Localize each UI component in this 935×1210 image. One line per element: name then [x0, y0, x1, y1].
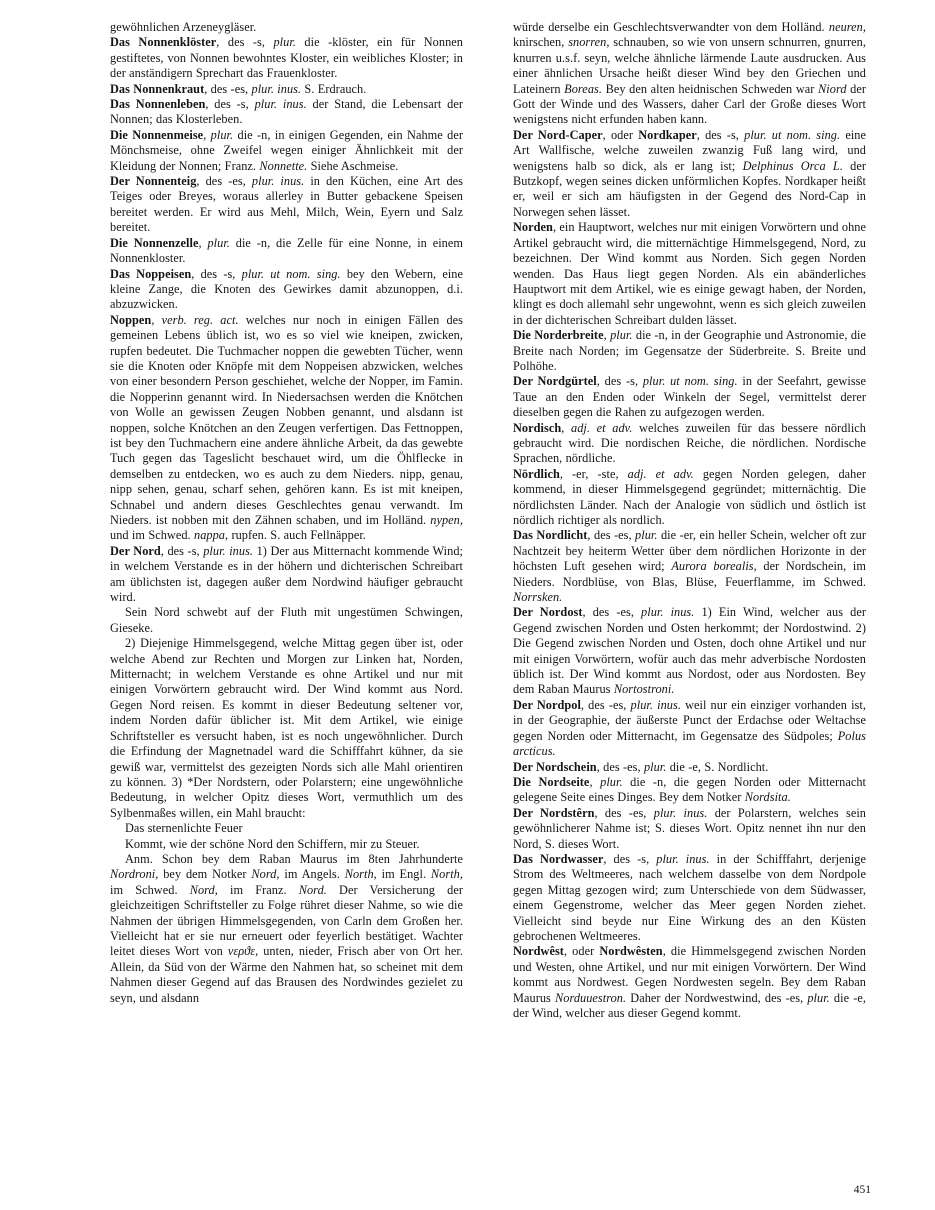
- text-segment: plur.: [610, 328, 633, 343]
- text-segment: knirschen,: [513, 35, 569, 50]
- dictionary-entry: [513, 944, 866, 1021]
- text-segment: die -n, die Zelle für eine Nonne, in einem Nonnenkloster.: [110, 235, 463, 266]
- text-segment: plur. ut nom. sing.: [642, 374, 738, 389]
- entry-headword: Nordwêsten: [599, 944, 663, 959]
- entry-headword: Der Nordstêrn: [513, 805, 595, 820]
- text-segment: neuren,: [828, 20, 866, 34]
- entry-headword: Der Nonnenteig: [110, 174, 197, 189]
- entry-headword: Nordkaper: [638, 127, 697, 142]
- text-segment: gegen Norden gelegen, daher kommend, in dieser Himmelsgegend gegründet; mitternächtig. Die nördlichsten Länder. Nach der Analogie von südlich und östlich ist nördlich richtiger als nordlich.: [513, 466, 867, 527]
- text-segment: ,: [561, 420, 572, 435]
- text-segment: , des -es,: [582, 605, 642, 620]
- text-segment: ,: [603, 328, 611, 343]
- text-segment: ,: [589, 774, 601, 789]
- dictionary-entry: [110, 97, 463, 128]
- text-segment: weil nur ein einziger vorhanden ist, in der Geographie, der äußerste Punct der Erdachse oder Weltachse gegen Norden oder Mitternacht, im Gegensatze des Südpoles;: [513, 697, 866, 743]
- text-segment: , ein Hauptwort, welches nur mit einigen Vorwörtern und ohne Artikel gebraucht wird, die mitternächtige Himmelsgegend, Nord, zu bezeichnen. Der Wind kommt aus Norden. Sich gegen Norden wenden. Das Haus liegt gegen Norden. Als ein abänderliches Hauptwort mit dem Artikel, wie es einige gewagt haben, der Norden, klingt es doch allemahl sehr ungewohnt, wenn es sich gleich zuweilen in der dichterischen Schreibart dulden lässet.: [513, 220, 866, 327]
- entry-headword: Das Noppeisen: [110, 266, 192, 281]
- dictionary-entry: [110, 236, 463, 267]
- paragraph: [110, 837, 463, 852]
- dictionary-entry: [513, 852, 866, 944]
- text-segment: in der Seefahrt, gewisse Taue an den Enden oder Winkeln der Segel, vermittelst derer dieselben gegen die Rahen zu aufgezogen werden.: [513, 374, 866, 420]
- dictionary-entry: [513, 775, 866, 806]
- dictionary-entry: [513, 806, 866, 852]
- text-segment: der Gott der Winde und des Wassers, daher Carl der Große dieses Wort wenigstens nicht erfunden haben kann.: [513, 81, 866, 127]
- text-segment: Nonnette.: [259, 158, 308, 173]
- text-segment: plur.: [807, 990, 830, 1005]
- text-segment: Das sternenlichte Feuer: [125, 821, 243, 836]
- text-segment: plur. inus.: [254, 97, 307, 112]
- text-segment: plur. inus.: [630, 697, 681, 712]
- text-segment: , des -s,: [696, 127, 745, 142]
- text-segment: ,: [203, 127, 211, 142]
- text-segment: plur. ut nom. sing.: [241, 266, 341, 281]
- text-segment: , des -es,: [196, 174, 252, 189]
- entry-headword: Die Nonnenzelle: [110, 235, 199, 250]
- paragraph: [110, 605, 463, 636]
- text-segment: die -n, in einigen Gegenden, ein Nahme der Mönchsmeise, ohne Zweifel wegen einiger Ähnlichkeit mit der Kleidung der Nonnen; Franz.: [110, 127, 463, 173]
- text-segment: adj. et adv.: [571, 420, 633, 435]
- text-segment: nypen,: [430, 513, 463, 527]
- text-segment: ,: [198, 235, 208, 250]
- text-segment: , des -es,: [587, 528, 636, 543]
- text-column-left: [110, 20, 463, 1021]
- text-segment: im Angels.: [279, 867, 345, 882]
- text-segment: plur. inus.: [656, 851, 710, 866]
- text-segment: rupfen. S. auch Fellnäpper.: [228, 528, 366, 543]
- text-segment: im Engl.: [376, 867, 431, 882]
- text-segment: schnauben, so wie von unsern schnurren, gnurren, knurren u.s.f. seyn, welche ähnliche lärmende Laute ausdrucken. Aus einer ähnlichen Ursache heißt dieser Wind bey den Griechen und Lateinern: [513, 35, 866, 96]
- text-segment: Der Versicherung der gleichzeitigen Schriftsteller zu Folge rühret dieser Nahme, so wie die Nahmen der übrigen Himmelsgegenden, von Carln dem Großen her. Vielleicht hat er sie nur erneuert oder feyerlich bestätiget. Wachter leitet dieses Wort von: [110, 882, 463, 959]
- text-segment: bey dem Notker: [158, 867, 252, 882]
- text-columns: [110, 20, 866, 1021]
- entry-headword: Noppen: [110, 312, 152, 327]
- text-segment: in den Küchen, eine Art des Teiges oder Breyes, woraus allerley in Butter gebackene Speisen bereitet werden. Er wird aus Mehl, Milch, Wein, Eyern und Salz bereitet.: [110, 174, 463, 235]
- dictionary-entry: [110, 174, 463, 236]
- text-segment: die -n, in der Geographie und Astronomie, die Breite nach Norden; im Gegensatze der Süderbreite. S. Breite und Polhöhe.: [513, 328, 867, 373]
- text-segment: , des -es,: [594, 805, 654, 820]
- text-segment: , die Himmelsgegend zwischen Norden und Westen, ohne Artikel, und nur mit einigen Vorwörtern. Der Wind kommt aus Nordwest. Gegen Nordwesten segeln. Bey dem Raban Maurus: [513, 944, 866, 1005]
- page-number: 451: [853, 1184, 871, 1196]
- dictionary-entry: [513, 374, 866, 420]
- paragraph: [110, 821, 463, 836]
- text-segment: Anm. Schon bey dem Raban Maurus im 8ten Jahrhunderte: [125, 851, 463, 866]
- text-segment: Siehe Aschmeise.: [307, 158, 399, 173]
- text-segment: Niord: [818, 81, 847, 96]
- entry-headword: Der Nordschein: [513, 759, 597, 774]
- text-segment: plur.: [635, 528, 658, 543]
- dictionary-entry: [513, 605, 866, 697]
- text-segment: Polus arcticus.: [513, 728, 866, 759]
- text-segment: Nordsita.: [744, 790, 791, 805]
- text-segment: plur. inus.: [251, 174, 305, 189]
- entry-headword: Nordwêst: [513, 944, 564, 959]
- text-segment: , des -s,: [191, 266, 242, 281]
- text-segment: Boreas.: [564, 81, 602, 96]
- text-segment: S. Erdrauch.: [301, 81, 367, 96]
- text-segment: im Schwed.: [110, 882, 190, 897]
- entry-headword: Die Nordseite: [513, 774, 590, 789]
- dictionary-entry: [513, 128, 866, 220]
- dictionary-entry: [513, 421, 866, 467]
- text-segment: würde derselbe ein Geschlechtsverwandter von dem Holländ.: [513, 20, 829, 34]
- text-segment: plur.: [643, 759, 667, 774]
- text-segment: , des -s,: [160, 543, 204, 558]
- text-segment: 1) Ein Wind, welcher aus der Gegend zwischen Norden und Osten herkommt; der Nordostwind. 2) Die Gegend zwischen Norden und Osten, doch ohne Artikel und nur mit einigen Vorwörtern, wofür auch das mehr adverbische Nordosten üblich ist. Der Wind kommt aus Nordost, oder aus Nordosten. Bey dem Raban Maurus: [513, 605, 866, 697]
- entry-headword: Die Norderbreite: [513, 328, 604, 343]
- text-segment: gewöhnlichen Arzeneygläser.: [110, 20, 257, 34]
- text-segment: Sein Nord schwebt auf der Fluth mit ungestümen Schwingen, Gieseke.: [110, 605, 463, 635]
- text-segment: ,: [151, 312, 162, 327]
- text-segment: eine Art Wallfische, welche zuweilen zwanzig Fuß lang wird, und wenigstens halb so dick, als er lang ist;: [513, 127, 867, 173]
- dictionary-entry: [513, 467, 866, 529]
- text-segment: welches zuweilen für das bessere nördlich gebraucht wird. Die nordischen Reiche, die nördlichen. Nordische Sprachen, nördliche.: [513, 420, 866, 466]
- entry-headword: Nordisch: [513, 420, 562, 435]
- text-segment: , des -es,: [204, 81, 252, 96]
- text-segment: Nord,: [189, 882, 218, 897]
- text-segment: adj. et adv.: [627, 466, 694, 481]
- text-segment: plur.: [210, 127, 234, 142]
- text-segment: der Stand, die Lebensart der Nonnen; das Klosterleben.: [110, 97, 463, 127]
- paragraph: [513, 20, 866, 128]
- dictionary-entry: [513, 698, 866, 760]
- text-segment: plur.: [600, 774, 623, 789]
- entry-headword: Das Nonnenkraut: [110, 81, 205, 96]
- entry-headword: Das Nordwasser: [513, 851, 604, 866]
- text-segment: , -er, -ste,: [559, 466, 628, 481]
- text-segment: , des -s,: [596, 374, 643, 389]
- text-segment: Nortostroni.: [613, 682, 675, 697]
- entry-headword: Nördlich: [513, 466, 560, 481]
- text-segment: , des -s,: [216, 35, 274, 50]
- text-segment: die -er, ein heller Schein, welcher oft zur Nachtzeit bey heiterm Wetter über dem nördlichen Horizonte in der höchsten Luft gesehen wird;: [513, 528, 866, 574]
- dictionary-entry: [110, 544, 463, 606]
- text-segment: welches nur noch in einigen Fällen des gemeinen Lebens üblich ist, wo es so viel wie kneipen, zwicken, rupfen bedeutet. Die Tuchmacher noppen die gewebten Tücher, wenn sie die Knoten oder Knöpfe mit dem Noppeisen abzwicken, welches von einer besondern Person geschiehet, welche der Nopper, im Famin. die Nopperinn genannt wird. In Niedersachsen werden die Knötchen von Wolle an gewissen Zeugen Nobben genannt, und alsdann ist noppen, solche Knötchen an den Zeugen verfertigen. Das Fettnoppen, ist bey den Tuchmachern eine andere ähnliche Arbeit, da das gewebte Tuch gegen das Tageslicht beschauet wird, um die Öhlflecke in demselben zu entdecken, wo es auch zu dem Nieders. nipp, genau, nipp sehen, genau, scharf sehen, gehören kann. Es ist mit kneipen, Schnabel und andern dieses Geschlechtes genau verwandt. Im Nieders. ist nobben mit den Zähnen schaben, und im Holländ.: [110, 312, 463, 527]
- entry-headword: Das Nonnenleben: [110, 97, 206, 112]
- text-segment: Norduuestron.: [555, 990, 627, 1005]
- text-segment: bey den Webern, eine kleine Zange, die Knoten des Gewirkes damit abzunoppen, d.i. abzuzwicken.: [110, 266, 464, 312]
- entry-headword: Norden: [513, 220, 553, 235]
- dictionary-entry: [513, 760, 866, 775]
- text-column-right: [513, 20, 866, 1021]
- text-segment: plur. inus.: [251, 81, 302, 96]
- text-segment: Bey den alten heidnischen Schweden war: [601, 81, 819, 96]
- text-segment: , des -es,: [596, 759, 644, 774]
- text-segment: der Butzkopf, wegen seines dicken unförmlichen Kopfes. Nordkaper heißt er, weil er sich am häufigsten in der Gegend des Nord-Cap in Norwegen sehen lässet.: [513, 158, 866, 219]
- dictionary-entry: [110, 35, 463, 81]
- text-segment: Delphinus Orca L.: [742, 158, 843, 173]
- text-segment: Nord.: [298, 882, 327, 897]
- text-segment: , des -s,: [603, 851, 657, 866]
- text-segment: 1) Der aus Mitternacht kommende Wind; in welchem Verstande es in der höhern und dichterischen Schreibart am üblichsten ist, dagegen außer dem Nordwind häufiger gebraucht wird.: [110, 543, 463, 605]
- dictionary-entry: [513, 220, 866, 328]
- text-segment: der Polarstern, welches sein gewöhnlicherer Nahme ist; S. dieses Wort. Opitz nennet ihn nur den Nord, S. dieses Wort.: [513, 805, 866, 851]
- text-segment: und im Schwed.: [110, 528, 195, 543]
- text-segment: 2) Diejenige Himmelsgegend, welche Mittag gegen über ist, oder welche Abend zur Rechten und Morgen zur Linken hat, Norden, Mitternacht; in welchem Verstande es ohne Artikel und nur mit einigen Vorwörtern gebraucht wird. Der Wind kommt aus Nord. Gegen Nord reisen. Es kommt in dieser Bedeutung seltener vor, indem Norden dafür üblicher ist. Mit dem Artikel, wie einige Schriftsteller es versucht haben, ist es noch ungewöhnlicher. Durch die Erfindung der Magnetnadel ward die Schifffahrt kühner, da sie gewiß war, vermittelst des gezeigten Nords sich alle Mahl orientiren zu können. 3) *Der Nordstern, oder Polarstern; eine ungewöhnliche Bedeutung, in welcher Opitz dieses Wort, vermuthlich um des Sylbenmaßes willen, ein Mahl braucht:: [110, 636, 463, 820]
- text-segment: North,: [344, 867, 377, 882]
- text-segment: Kommt, wie der schöne Nord den Schiffern, mir zu Steuer.: [125, 836, 420, 851]
- text-segment: die -n, die gegen Norden oder Mitternacht gelegene Seite eines Dinges. Bey dem Notker: [513, 774, 867, 805]
- entry-headword: Der Nordgürtel: [513, 374, 597, 389]
- text-segment: plur. inus.: [653, 805, 708, 820]
- text-segment: nappa,: [194, 528, 229, 543]
- text-segment: plur. inus.: [641, 605, 695, 620]
- text-segment: verb. reg. act.: [161, 312, 239, 327]
- entry-headword: Die Nonnenmeise: [110, 127, 204, 142]
- entry-headword: Der Nord-Caper: [513, 127, 603, 142]
- dictionary-entry: [513, 528, 866, 605]
- text-segment: Nordroni,: [110, 867, 159, 882]
- entry-headword: Der Nord: [110, 543, 161, 558]
- text-segment: Nord,: [251, 867, 280, 882]
- entry-headword: Der Nordpol: [513, 697, 581, 712]
- text-segment: snorren,: [568, 35, 610, 50]
- text-segment: der Nordschein, im Nieders. Nordblüse, von Blas, Blüse, Feuerflamme, im Schwed.: [513, 559, 866, 589]
- text-segment: North,: [430, 867, 463, 882]
- dictionary-entry: [110, 82, 463, 97]
- text-segment: νερϑε,: [227, 944, 259, 959]
- text-segment: unten, nieder, Frisch aber von Ort her. Allein, da Süd von der Wärme den Nahmen hat, so scheinet mit dem Nahmen dieser Gegend auf das Brausen des Nordwindes gezielet zu seyn, und alsdann: [110, 944, 463, 1005]
- paragraph: [110, 852, 463, 1006]
- text-segment: die -klöster, ein für Nonnen gestiftetes, von Nonnen bewohntes Kloster, ein weibliches Kloster; in der anständigern Sprechart das Frauenkloster.: [110, 35, 463, 81]
- text-segment: die -e, der Wind, welcher aus dieser Gegend kommt.: [513, 990, 866, 1020]
- text-segment: in der Schifffahrt, derjenige Strom des Weltmeeres, nach welchem dasselbe von dem Nordpole gegen Mittag gezogen wird; zum Unterschiede von dem Südwasser, einem Gegenstrome, welcher das Meer gegen Norden ziehet. Vielleicht sind beyde nur Eine Wirkung des an den Küsten gebrochenen Weltmeeres.: [513, 851, 866, 943]
- paragraph: [110, 20, 463, 35]
- text-segment: Norrsken.: [513, 590, 563, 605]
- dictionary-entry: [110, 313, 463, 544]
- entry-headword: Das Nordlicht: [513, 528, 588, 543]
- text-segment: , des -es,: [580, 697, 631, 712]
- dictionary-entry: [110, 267, 463, 313]
- text-segment: Aurora borealis,: [671, 559, 757, 574]
- text-segment: Daher der Nordwestwind, des -es,: [626, 990, 808, 1005]
- text-segment: die -e, S. Nordlicht.: [666, 759, 769, 774]
- dictionary-entry: [110, 128, 463, 174]
- text-segment: plur.: [273, 35, 296, 50]
- entry-headword: Der Nordost: [513, 605, 583, 620]
- text-segment: , oder: [602, 127, 639, 142]
- text-segment: , des -s,: [205, 97, 255, 112]
- dictionary-entry: [513, 328, 866, 374]
- text-segment: im Franz.: [217, 882, 299, 897]
- text-segment: plur. inus.: [203, 543, 254, 558]
- text-segment: , oder: [563, 944, 600, 959]
- paragraph: [110, 636, 463, 821]
- text-segment: plur. ut nom. sing.: [744, 127, 841, 142]
- entry-headword: Das Nonnenklöster: [110, 35, 217, 50]
- text-segment: plur.: [207, 235, 230, 250]
